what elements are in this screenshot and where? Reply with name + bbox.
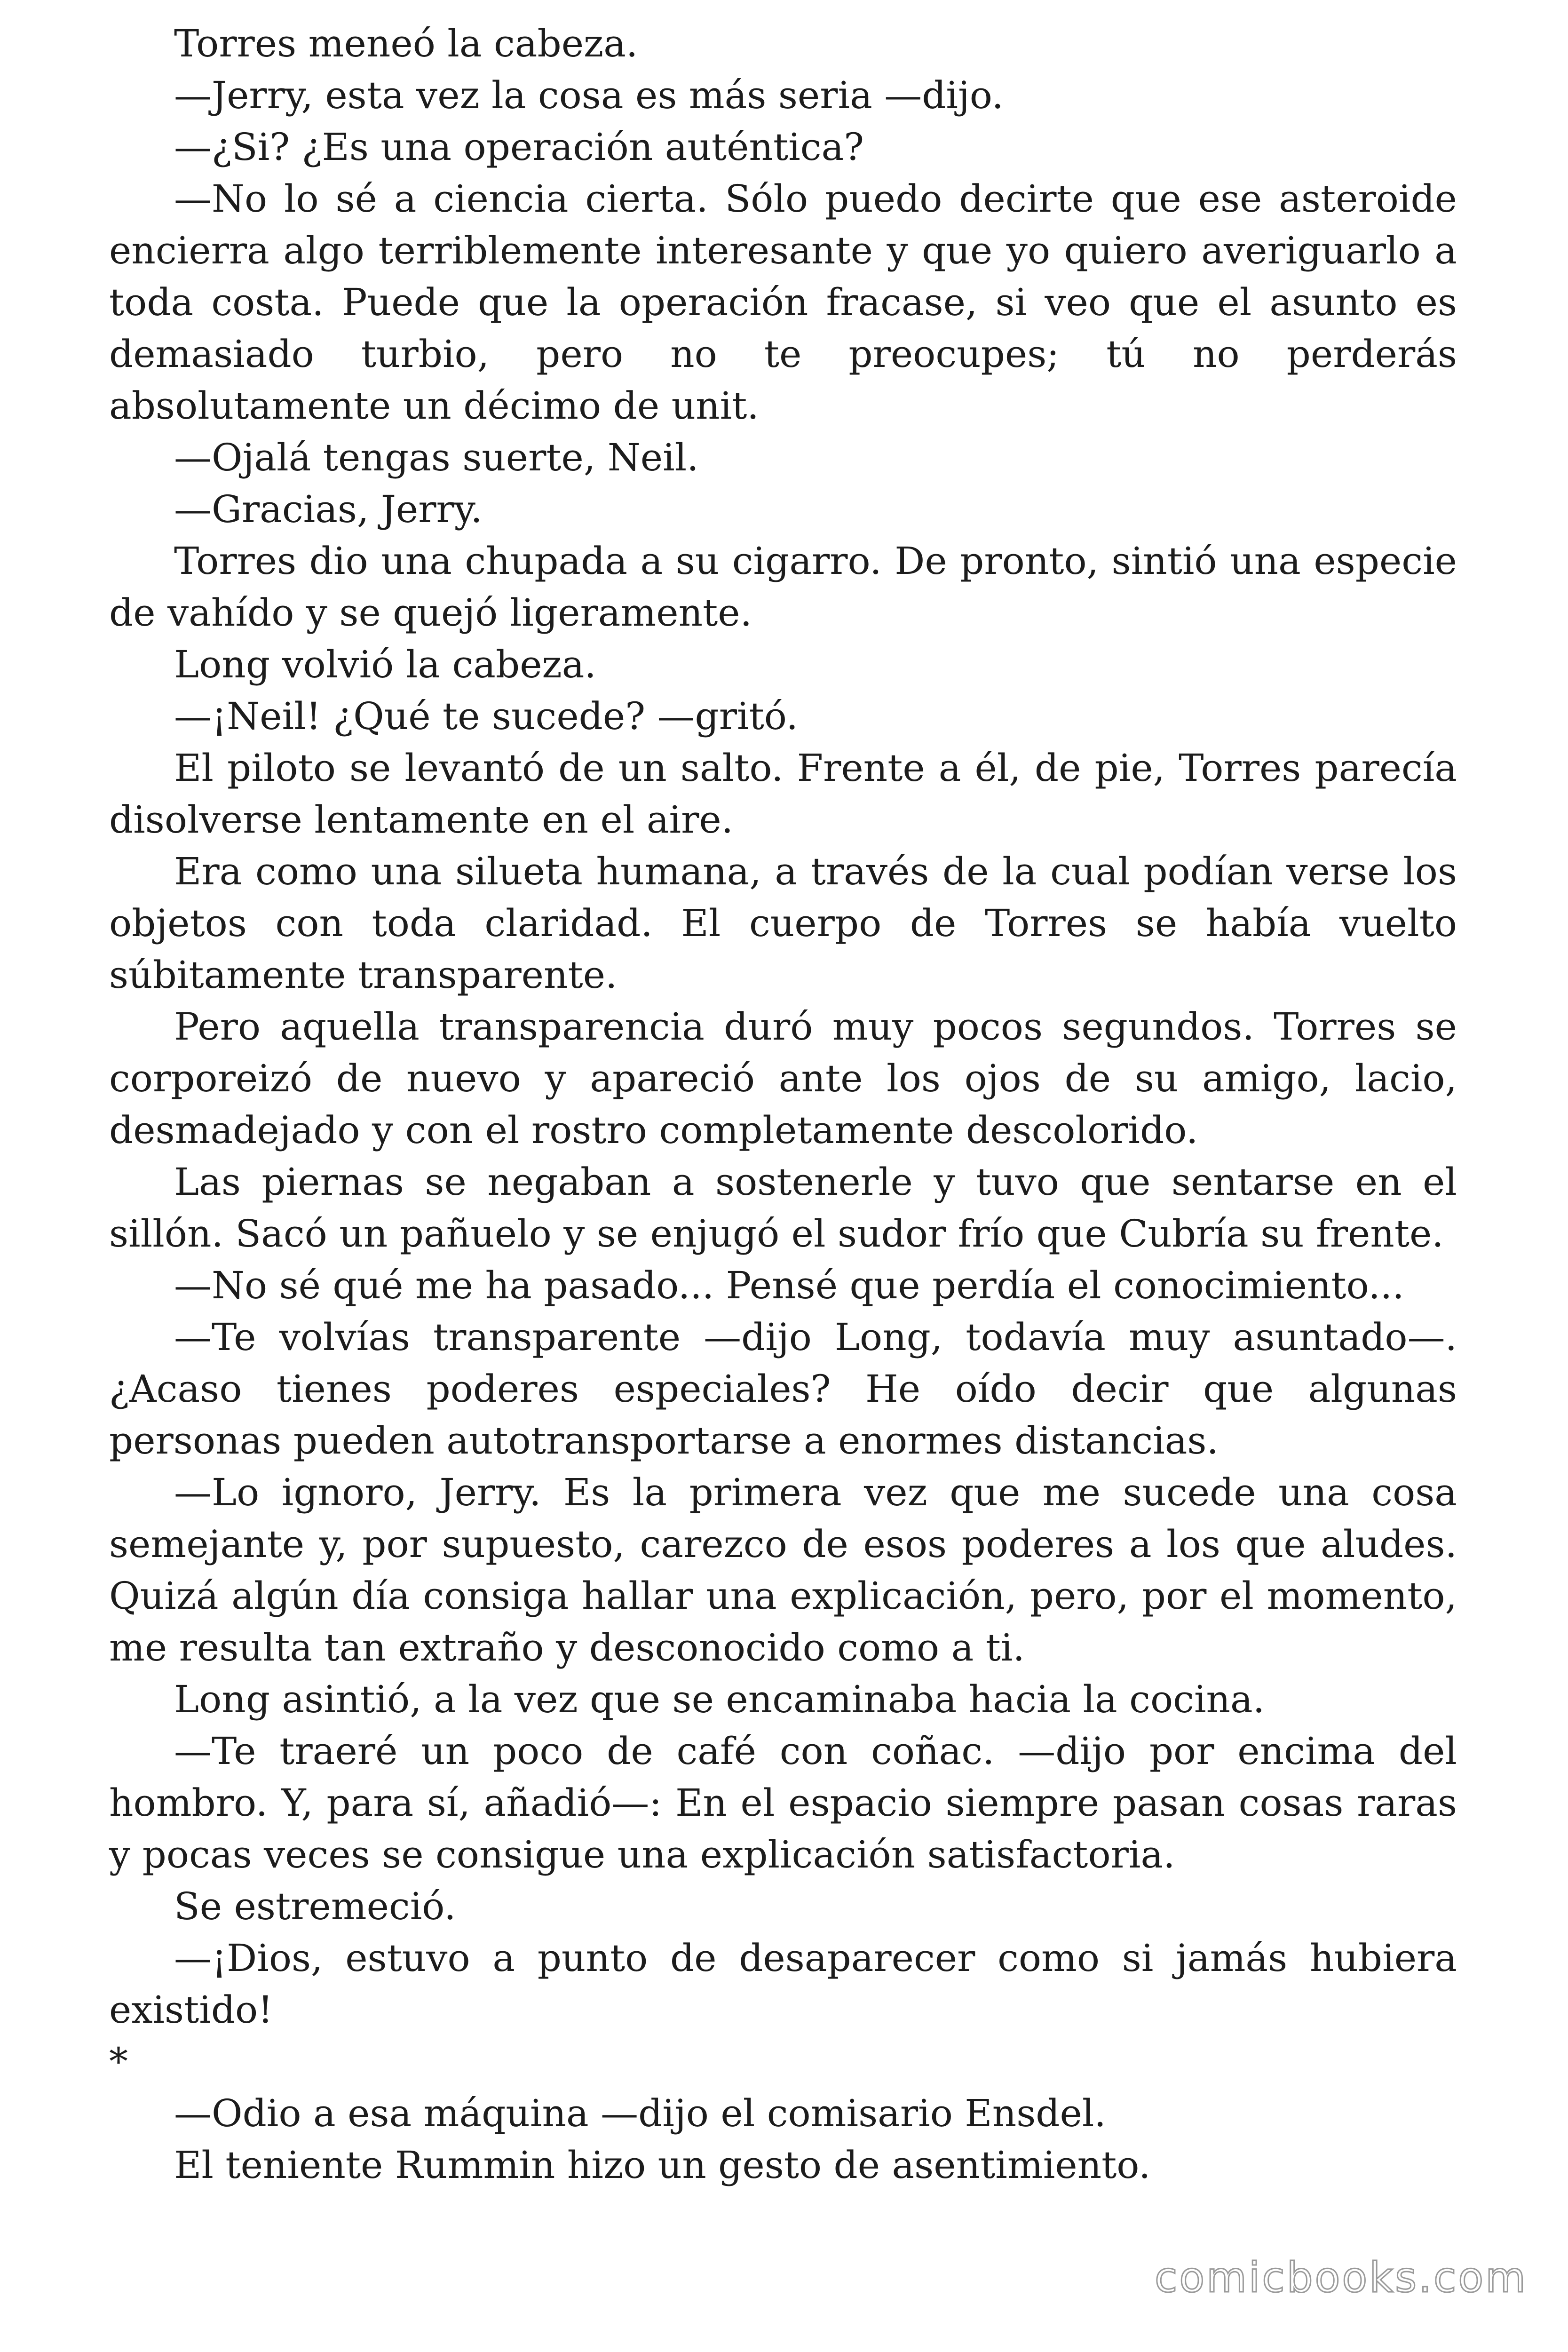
paragraph: —Odio a esa máquina —dijo el comisario Ensdel. xyxy=(174,2091,1106,2135)
paragraph: El teniente Rummin hizo un gesto de asentimiento. xyxy=(174,2143,1151,2187)
paragraph: —No sé qué me ha pasado... Pensé que perdía el conocimiento... xyxy=(174,1263,1404,1307)
paragraph: —No lo sé a ciencia cierta. Sólo puedo decirte que ese asteroide encierra algo terriblemente interesante y que yo quiero averiguarlo a toda costa. Puede que la operación fracase, si veo que el asunto es demasiado turbio, pero no te preocupes; tú no perderás absolutamente un décimo de unit. xyxy=(109,177,1457,428)
paragraph: Long volvió la cabeza. xyxy=(174,643,596,686)
section-after xyxy=(109,2088,1457,2191)
paragraph: —Lo ignoro, Jerry. Es la primera vez que me sucede una cosa semejante y, por supuesto, carezco de esos poderes a los que aludes. Quizá algún día consiga hallar una explicación, pero, por el momento, me resulta tan extraño y desconocido como a ti. xyxy=(109,1470,1457,1669)
paragraph: Long asintió, a la vez que se encaminaba hacia la cocina. xyxy=(174,1677,1265,1721)
paragraph: —¡Dios, estuvo a punto de desaparecer como si jamás hubiera existido! xyxy=(109,1936,1457,2032)
paragraph: Las piernas se negaban a sostenerle y tuvo que sentarse en el sillón. Sacó un pañuelo y se enjugó el sudor frío que Cubría su frente. xyxy=(109,1160,1457,1255)
paragraph: Se estremeció. xyxy=(174,1884,456,1928)
page-text xyxy=(109,18,1457,2191)
section-before xyxy=(109,18,1457,2036)
paragraph: Pero aquella transparencia duró muy pocos segundos. Torres se corporeizó de nuevo y apareció ante los ojos de su amigo, lacio, desmadejado y con el rostro completamente descolorido. xyxy=(109,1005,1457,1152)
paragraph: Torres dio una chupada a su cigarro. De pronto, sintió una especie de vahído y se quejó ligeramente. xyxy=(109,539,1457,635)
paragraph: —¿Si? ¿Es una operación auténtica? xyxy=(174,125,864,169)
paragraph: El piloto se levantó de un salto. Frente a él, de pie, Torres parecía disolverse lentamente en el aire. xyxy=(109,746,1457,842)
section-separator: * xyxy=(109,2040,128,2083)
paragraph: —Ojalá tengas suerte, Neil. xyxy=(174,436,699,479)
paragraph: —Gracias, Jerry. xyxy=(174,487,483,531)
paragraph: —Te traeré un poco de café con coñac. —dijo por encima del hombro. Y, para sí, añadió—: En el espacio siempre pasan cosas raras y pocas veces se consigue una explicación satisfactoria. xyxy=(109,1729,1457,1876)
paragraph: —Jerry, esta vez la cosa es más seria —dijo. xyxy=(174,73,1004,117)
watermark: comicbooks.com xyxy=(1154,2253,1528,2302)
paragraph: —Te volvías transparente —dijo Long, todavía muy asuntado—. ¿Acaso tienes poderes especiales? He oído decir que algunas personas pueden autotransportarse a enormes distancias. xyxy=(109,1315,1457,1462)
paragraph: Torres meneó la cabeza. xyxy=(174,22,638,65)
paragraph: Era como una silueta humana, a través de la cual podían verse los objetos con toda claridad. El cuerpo de Torres se había vuelto súbitamente transparente. xyxy=(109,850,1457,997)
paragraph: —¡Neil! ¿Qué te sucede? —gritó. xyxy=(174,694,798,738)
